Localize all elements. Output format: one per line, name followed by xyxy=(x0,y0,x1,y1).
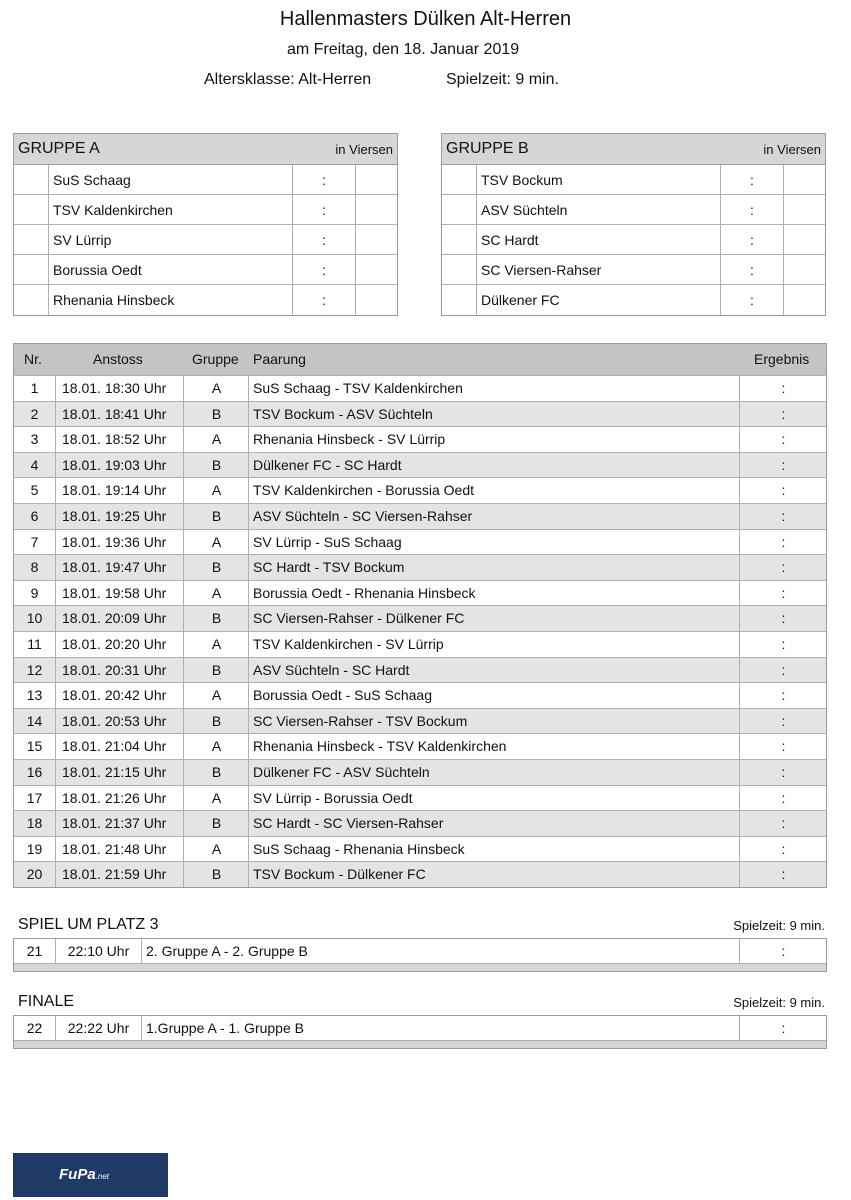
match-pairing: SV Lürrip - Borussia Oedt xyxy=(249,786,740,811)
schedule-table xyxy=(13,343,827,888)
match-nr: 22 xyxy=(14,1016,56,1042)
match-pairing: Rhenania Hinsbeck - SV Lürrip xyxy=(249,427,740,452)
rank-cell xyxy=(14,255,49,284)
match-pairing: ASV Süchteln - SC Viersen-Rahser xyxy=(249,504,740,529)
match-group: A xyxy=(185,376,249,401)
match-pairing: Rhenania Hinsbeck - TSV Kaldenkirchen xyxy=(249,734,740,759)
match-result: : xyxy=(781,635,786,652)
match-pairing: TSV Kaldenkirchen - Borussia Oedt xyxy=(249,478,740,503)
table-row xyxy=(14,810,826,836)
group-name: GRUPPE B xyxy=(446,140,529,157)
match-time: 18.01. 21:37 Uhr xyxy=(56,811,184,836)
match-result: : xyxy=(781,380,786,396)
match-result: : xyxy=(781,866,786,883)
match-pairing: 1.Gruppe A - 1. Gruppe B xyxy=(142,1016,740,1042)
group-location: in Viersen xyxy=(763,142,821,157)
score-cell: : xyxy=(721,225,784,254)
match-nr: 5 xyxy=(14,478,56,503)
rank-cell xyxy=(442,165,477,194)
team-row xyxy=(14,195,397,225)
match-nr: 21 xyxy=(14,939,56,965)
match-time: 22:10 Uhr xyxy=(56,939,142,965)
rank-cell xyxy=(442,285,477,315)
match-pairing: SC Viersen-Rahser - Dülkener FC xyxy=(249,606,740,631)
match-group: B xyxy=(185,811,249,836)
third-place-play-time: Spielzeit: 9 min. xyxy=(733,918,825,933)
table-row xyxy=(14,682,826,708)
schedule-header xyxy=(14,344,826,375)
match-group: A xyxy=(185,478,249,503)
row-strip xyxy=(14,963,826,971)
header-kickoff: Anstoss xyxy=(93,351,143,367)
match-nr: 2 xyxy=(14,402,56,427)
match-pairing: SC Hardt - TSV Bockum xyxy=(249,555,740,580)
match-group: B xyxy=(185,453,249,478)
score-cell: : xyxy=(293,285,356,315)
match-time: 18.01. 19:25 Uhr xyxy=(56,504,184,529)
team-cell xyxy=(477,225,721,254)
match-time: 18.01. 20:31 Uhr xyxy=(56,658,184,683)
match-time: 18.01. 21:15 Uhr xyxy=(56,760,184,785)
match-nr: 18 xyxy=(14,811,56,836)
match-group: B xyxy=(185,606,249,631)
match-nr: 8 xyxy=(14,555,56,580)
fupa-logo-text: FuPa.net xyxy=(59,1166,110,1183)
match-nr: 1 xyxy=(14,376,56,401)
match-group: B xyxy=(185,760,249,785)
match-result: : xyxy=(781,533,786,550)
match-pairing: SV Lürrip - SuS Schaag xyxy=(249,530,740,555)
team-name: SuS Schaag xyxy=(53,172,131,188)
score-cell: : xyxy=(721,195,784,224)
header-group: Gruppe xyxy=(192,351,239,367)
match-group: B xyxy=(185,709,249,734)
table-row xyxy=(14,477,826,503)
team-row xyxy=(442,255,825,285)
match-time: 18.01. 21:26 Uhr xyxy=(56,786,184,811)
match-result: : xyxy=(781,661,786,678)
match-time: 18.01. 19:14 Uhr xyxy=(56,478,184,503)
team-cell xyxy=(49,285,293,315)
rank-cell xyxy=(442,225,477,254)
match-nr: 9 xyxy=(14,581,56,606)
match-nr: 17 xyxy=(14,786,56,811)
third-place-row xyxy=(13,938,827,972)
team-cell xyxy=(477,255,721,284)
team-name: SV Lürrip xyxy=(53,232,112,248)
table-row xyxy=(14,733,826,759)
match-pairing: Dülkener FC - ASV Süchteln xyxy=(249,760,740,785)
fupa-logo xyxy=(13,1153,168,1197)
match-group: A xyxy=(185,734,249,759)
points-cell xyxy=(784,195,825,224)
match-group: A xyxy=(185,632,249,657)
score-cell: : xyxy=(293,255,356,284)
play-time: Spielzeit: 9 min. xyxy=(446,71,559,88)
match-result: : xyxy=(781,840,786,857)
match-group: A xyxy=(185,427,249,452)
match-time: 18.01. 20:53 Uhr xyxy=(56,709,184,734)
team-cell xyxy=(477,165,721,194)
table-row xyxy=(14,657,826,683)
group-header xyxy=(442,134,825,165)
match-pairing: 2. Gruppe A - 2. Gruppe B xyxy=(142,939,740,965)
team-row xyxy=(14,255,397,285)
match-nr: 3 xyxy=(14,427,56,452)
match-pairing: Dülkener FC - SC Hardt xyxy=(249,453,740,478)
match-pairing: SuS Schaag - TSV Kaldenkirchen xyxy=(249,376,740,401)
table-row xyxy=(14,452,826,478)
match-group: B xyxy=(185,658,249,683)
match-group: A xyxy=(185,837,249,862)
group-b-table xyxy=(441,133,826,316)
team-name: SC Hardt xyxy=(481,232,539,248)
team-cell xyxy=(49,225,293,254)
team-name: TSV Bockum xyxy=(481,172,563,188)
match-nr: 7 xyxy=(14,530,56,555)
match-time: 18.01. 18:52 Uhr xyxy=(56,427,184,452)
age-class: Altersklasse: Alt-Herren xyxy=(204,71,372,88)
rank-cell xyxy=(14,225,49,254)
match-result: : xyxy=(781,789,786,806)
table-row xyxy=(14,401,826,427)
match-nr: 13 xyxy=(14,683,56,708)
team-row xyxy=(14,165,397,195)
match-time: 18.01. 20:42 Uhr xyxy=(56,683,184,708)
points-cell xyxy=(356,225,397,254)
points-cell xyxy=(356,255,397,284)
match-result: : xyxy=(781,1020,786,1036)
table-row xyxy=(14,529,826,555)
final-play-time: Spielzeit: 9 min. xyxy=(733,995,825,1010)
match-time: 18.01. 21:59 Uhr xyxy=(56,862,184,887)
header-pairing: Paarung xyxy=(253,351,306,367)
match-result: : xyxy=(781,712,786,729)
match-nr: 14 xyxy=(14,709,56,734)
match-group: A xyxy=(185,786,249,811)
match-pairing: TSV Kaldenkirchen - SV Lürrip xyxy=(249,632,740,657)
score-cell: : xyxy=(721,255,784,284)
team-row xyxy=(442,195,825,225)
team-cell xyxy=(49,165,293,194)
group-location: in Viersen xyxy=(335,142,393,157)
points-cell xyxy=(356,285,397,315)
match-pairing: ASV Süchteln - SC Hardt xyxy=(249,658,740,683)
points-cell xyxy=(784,285,825,315)
match-time: 18.01. 19:36 Uhr xyxy=(56,530,184,555)
match-result: : xyxy=(781,507,786,524)
points-cell xyxy=(356,195,397,224)
team-name: ASV Süchteln xyxy=(481,202,568,218)
match-group: B xyxy=(185,504,249,529)
match-pairing: Borussia Oedt - Rhenania Hinsbeck xyxy=(249,581,740,606)
table-row xyxy=(14,708,826,734)
final-row xyxy=(13,1015,827,1049)
team-name: Borussia Oedt xyxy=(53,262,142,278)
group-header xyxy=(14,134,397,165)
header-result: Ergebnis xyxy=(754,351,810,367)
table-row xyxy=(14,631,826,657)
table-row xyxy=(14,605,826,631)
match-result: : xyxy=(781,763,786,780)
team-cell xyxy=(49,195,293,224)
match-result: : xyxy=(781,456,786,473)
team-row xyxy=(442,285,825,315)
score-cell: : xyxy=(293,195,356,224)
table-row xyxy=(14,426,826,452)
match-time: 18.01. 20:09 Uhr xyxy=(56,606,184,631)
table-row xyxy=(14,785,826,811)
team-name: Dülkener FC xyxy=(481,292,560,308)
group-a-table xyxy=(13,133,398,316)
team-name: SC Viersen-Rahser xyxy=(481,262,602,278)
match-pairing: SC Hardt - SC Viersen-Rahser xyxy=(249,811,740,836)
match-nr: 6 xyxy=(14,504,56,529)
match-nr: 11 xyxy=(14,632,56,657)
match-result: : xyxy=(781,559,786,576)
points-cell xyxy=(784,165,825,194)
score-cell: : xyxy=(293,165,356,194)
match-time: 18.01. 19:03 Uhr xyxy=(56,453,184,478)
table-row xyxy=(14,554,826,580)
match-nr: 19 xyxy=(14,837,56,862)
match-nr: 12 xyxy=(14,658,56,683)
rank-cell xyxy=(14,285,49,315)
table-row xyxy=(14,836,826,862)
match-group: A xyxy=(185,530,249,555)
team-name: TSV Kaldenkirchen xyxy=(53,202,173,218)
match-group: B xyxy=(185,862,249,887)
match-group: A xyxy=(185,683,249,708)
table-row xyxy=(14,375,826,401)
header-nr: Nr. xyxy=(24,351,42,367)
match-time: 18.01. 19:47 Uhr xyxy=(56,555,184,580)
match-pairing: Borussia Oedt - SuS Schaag xyxy=(249,683,740,708)
match-time: 18.01. 19:58 Uhr xyxy=(56,581,184,606)
team-row xyxy=(442,225,825,255)
points-cell xyxy=(784,255,825,284)
match-pairing: SuS Schaag - Rhenania Hinsbeck xyxy=(249,837,740,862)
rank-cell xyxy=(442,255,477,284)
match-time: 18.01. 21:04 Uhr xyxy=(56,734,184,759)
table-row xyxy=(14,759,826,785)
rank-cell xyxy=(14,195,49,224)
match-result: : xyxy=(781,687,786,704)
team-name: Rhenania Hinsbeck xyxy=(53,292,175,308)
score-cell: : xyxy=(721,285,784,315)
match-group: B xyxy=(185,555,249,580)
score-cell: : xyxy=(721,165,784,194)
match-pairing: TSV Bockum - Dülkener FC xyxy=(249,862,740,887)
match-time: 18.01. 18:41 Uhr xyxy=(56,402,184,427)
team-cell xyxy=(477,285,721,315)
team-row xyxy=(14,285,397,315)
final-title: FINALE xyxy=(18,993,75,1010)
rank-cell xyxy=(442,195,477,224)
third-place-title: SPIEL UM PLATZ 3 xyxy=(18,916,159,933)
team-cell xyxy=(477,195,721,224)
match-pairing: TSV Bockum - ASV Süchteln xyxy=(249,402,740,427)
team-row xyxy=(14,225,397,255)
match-result: : xyxy=(781,584,786,601)
match-result: : xyxy=(781,815,786,832)
match-result: : xyxy=(781,943,786,959)
match-nr: 4 xyxy=(14,453,56,478)
match-time: 18.01. 18:30 Uhr xyxy=(56,376,184,401)
match-time: 22:22 Uhr xyxy=(56,1016,142,1042)
rank-cell xyxy=(14,165,49,194)
match-nr: 20 xyxy=(14,862,56,887)
date-line: am Freitag, den 18. Januar 2019 xyxy=(287,41,520,58)
match-group: A xyxy=(185,581,249,606)
match-nr: 10 xyxy=(14,606,56,631)
table-row xyxy=(14,580,826,606)
page-title: Hallenmasters Dülken Alt-Herren xyxy=(279,8,572,30)
match-result: : xyxy=(781,405,786,422)
match-result: : xyxy=(781,738,786,755)
table-row xyxy=(14,861,826,887)
match-pairing: SC Viersen-Rahser - TSV Bockum xyxy=(249,709,740,734)
group-name: GRUPPE A xyxy=(18,140,100,157)
match-time: 18.01. 20:20 Uhr xyxy=(56,632,184,657)
match-result: : xyxy=(781,610,786,627)
match-group: B xyxy=(185,402,249,427)
match-time: 18.01. 21:48 Uhr xyxy=(56,837,184,862)
team-cell xyxy=(49,255,293,284)
match-result: : xyxy=(781,482,786,499)
table-row xyxy=(14,503,826,529)
score-cell: : xyxy=(293,225,356,254)
team-row xyxy=(442,165,825,195)
match-nr: 16 xyxy=(14,760,56,785)
match-nr: 15 xyxy=(14,734,56,759)
row-strip xyxy=(14,1040,826,1048)
points-cell xyxy=(784,225,825,254)
points-cell xyxy=(356,165,397,194)
match-result: : xyxy=(781,431,786,448)
